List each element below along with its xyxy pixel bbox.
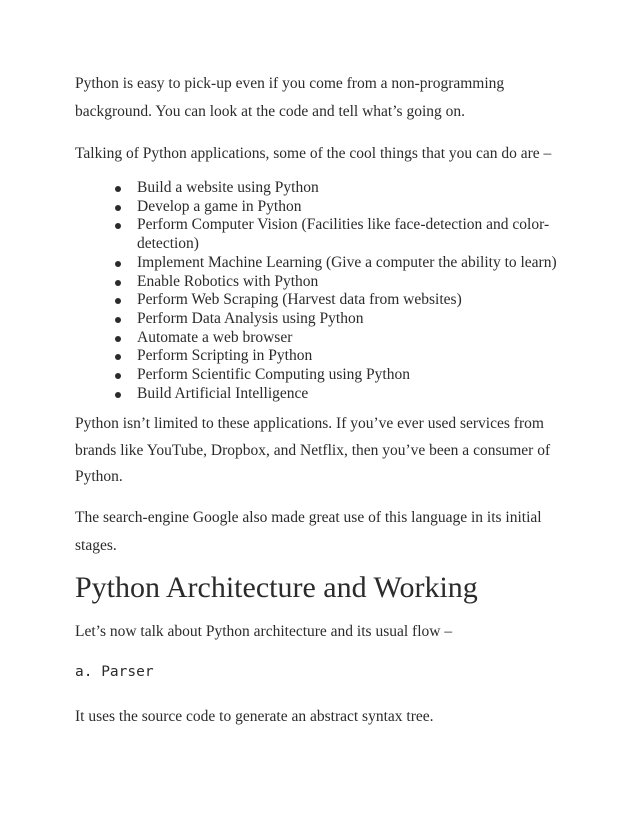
list-item: Develop a game in Python bbox=[113, 198, 583, 217]
intro-paragraph: Python is easy to pick-up even if you come from a non-programming background. You can look at the code and tell what’s going on. bbox=[75, 75, 505, 120]
google-paragraph: The search-engine Google also made great use of this language in its initial stages. bbox=[75, 509, 542, 554]
parser-paragraph: It uses the source code to generate an abstract syntax tree. bbox=[75, 708, 434, 725]
parser-subheading: a. Parser bbox=[75, 664, 154, 680]
list-item: Enable Robotics with Python bbox=[113, 273, 583, 292]
applications-lead-paragraph: Talking of Python applications, some of the cool things that you can do are – bbox=[75, 145, 552, 162]
section-heading: Python Architecture and Working bbox=[75, 571, 478, 604]
section-lead-paragraph: Let’s now talk about Python architecture and its usual flow – bbox=[75, 623, 453, 640]
list-item: Perform Computer Vision (Facilities like face-detection and color-detection) bbox=[113, 216, 583, 253]
list-item: Build Artificial Intelligence bbox=[113, 385, 583, 404]
list-item: Perform Data Analysis using Python bbox=[113, 310, 583, 329]
list-item: Automate a web browser bbox=[113, 329, 583, 348]
list-item: Build a website using Python bbox=[113, 179, 583, 198]
not-limited-paragraph: Python isn’t limited to these applications. If you’ve ever used services from brands like YouTube, Dropbox, and Netflix, then you’ve been a consumer of Python. bbox=[75, 415, 551, 485]
list-item: Perform Scripting in Python bbox=[113, 347, 583, 366]
applications-list bbox=[113, 179, 583, 403]
list-item: Perform Web Scraping (Harvest data from websites) bbox=[113, 291, 583, 310]
list-item: Perform Scientific Computing using Python bbox=[113, 366, 583, 385]
list-item: Implement Machine Learning (Give a computer the ability to learn) bbox=[113, 254, 583, 273]
